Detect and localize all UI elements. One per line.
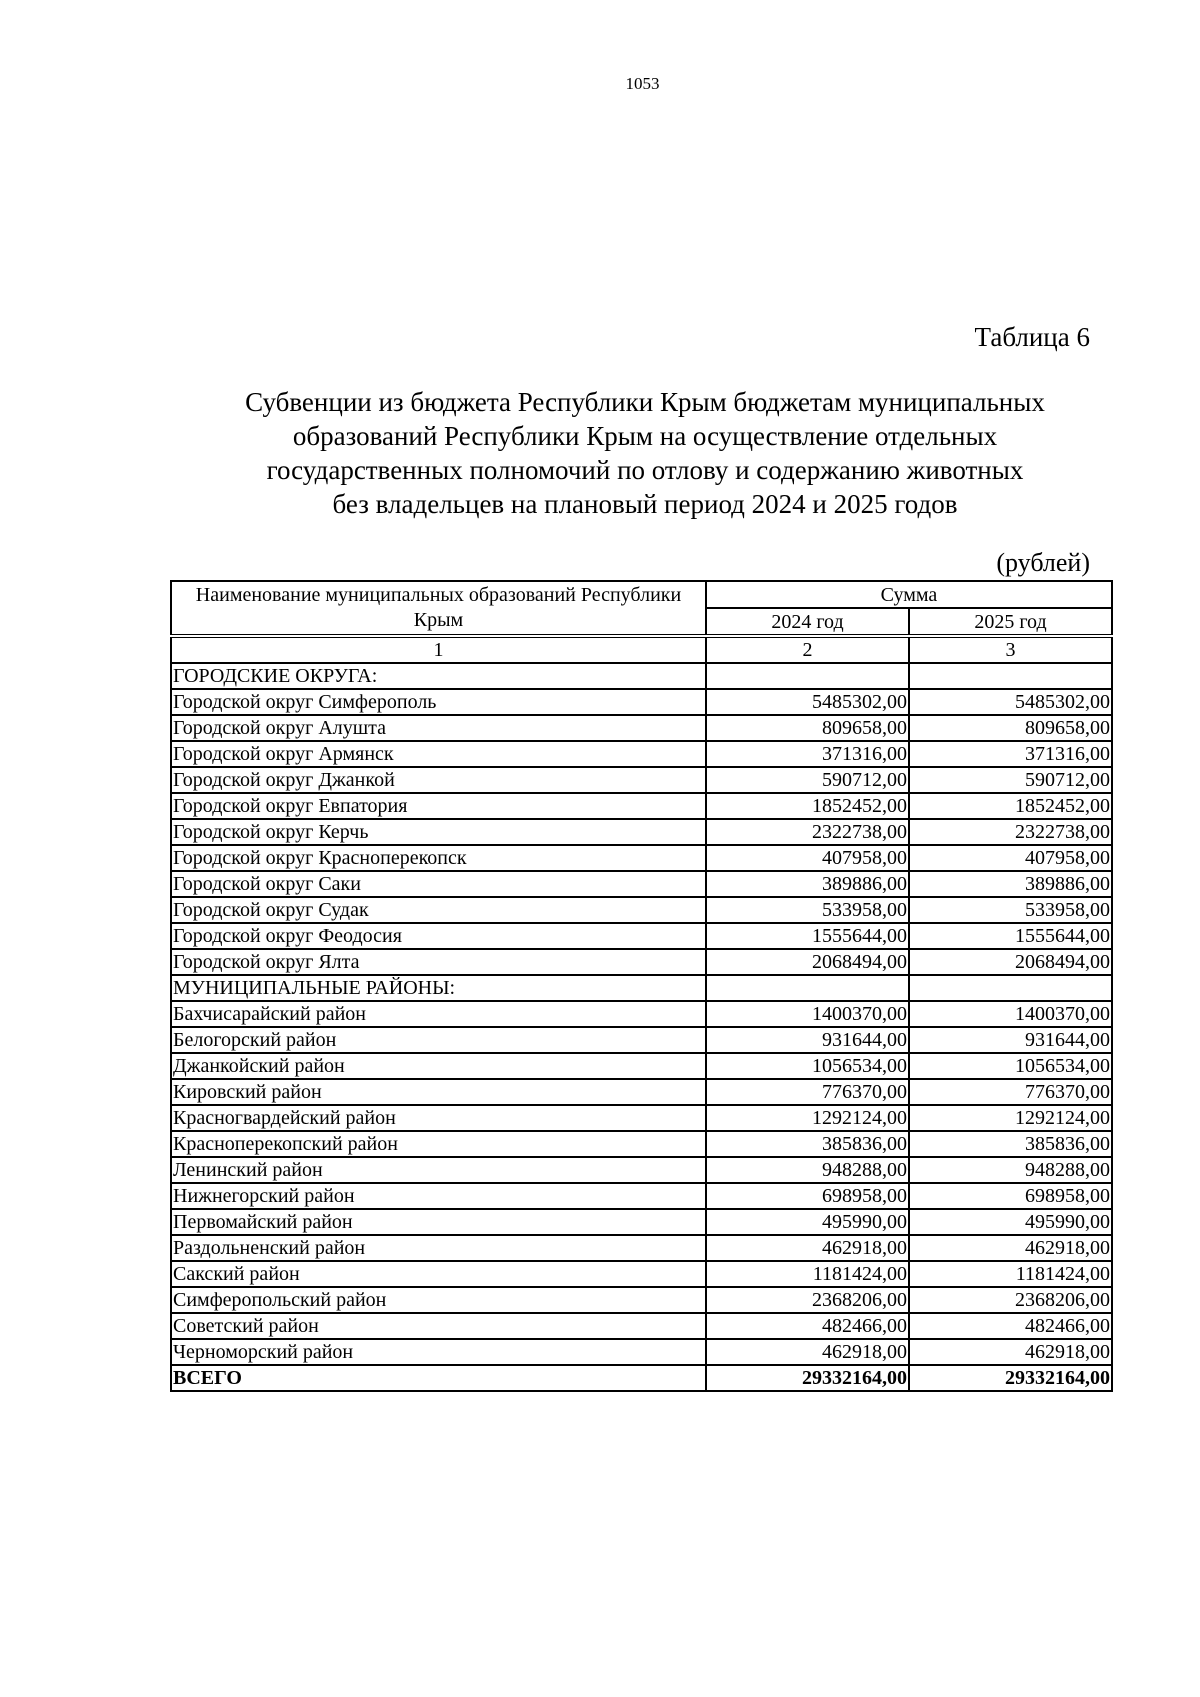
- row-name: Нижнегорский район: [171, 1183, 706, 1209]
- total-2025: 29332164,00: [909, 1365, 1112, 1391]
- row-value-2025: 1852452,00: [909, 793, 1112, 819]
- total-2024: 29332164,00: [706, 1365, 909, 1391]
- row-value-2024: 2368206,00: [706, 1287, 909, 1313]
- header-name-column: Наименование муниципальных образований Республики Крым: [171, 581, 706, 636]
- row-name: Городской округ Симферополь: [171, 689, 706, 715]
- row-value-2024: 389886,00: [706, 871, 909, 897]
- row-value-2024: 1292124,00: [706, 1105, 909, 1131]
- header-year-2025: 2025 год: [909, 608, 1112, 636]
- row-name: Первомайский район: [171, 1209, 706, 1235]
- table-row: [171, 975, 1112, 1001]
- row-value-2025: 1400370,00: [909, 1001, 1112, 1027]
- table-row: [171, 897, 1112, 923]
- table-row: [171, 793, 1112, 819]
- row-value-2024: 407958,00: [706, 845, 909, 871]
- row-name: Ленинский район: [171, 1157, 706, 1183]
- row-value-2025: 495990,00: [909, 1209, 1112, 1235]
- row-name: Городской округ Красноперекопск: [171, 845, 706, 871]
- table-row: [171, 663, 1112, 689]
- table-row: [171, 715, 1112, 741]
- row-value-2024: 1400370,00: [706, 1001, 909, 1027]
- row-value-2025: 2368206,00: [909, 1287, 1112, 1313]
- row-name: Белогорский район: [171, 1027, 706, 1053]
- row-value-2024: 462918,00: [706, 1235, 909, 1261]
- row-value-2025: 1292124,00: [909, 1105, 1112, 1131]
- row-value-2024: 385836,00: [706, 1131, 909, 1157]
- table-row: [171, 1105, 1112, 1131]
- row-value-2024: 462918,00: [706, 1339, 909, 1365]
- row-name: Бахчисарайский район: [171, 1001, 706, 1027]
- table-row: [171, 871, 1112, 897]
- row-value-2024: 2068494,00: [706, 949, 909, 975]
- row-name: Красноперекопский район: [171, 1131, 706, 1157]
- row-name: Кировский район: [171, 1079, 706, 1105]
- row-name: Городской округ Евпатория: [171, 793, 706, 819]
- row-name: Красногвардейский район: [171, 1105, 706, 1131]
- table-row: [171, 1027, 1112, 1053]
- header-year-2024: 2024 год: [706, 608, 909, 636]
- row-value-2024: 533958,00: [706, 897, 909, 923]
- column-number-3: 3: [909, 636, 1112, 663]
- row-value-2025: 389886,00: [909, 871, 1112, 897]
- row-name: Городской округ Саки: [171, 871, 706, 897]
- row-name: Сакский район: [171, 1261, 706, 1287]
- table-row: [171, 1183, 1112, 1209]
- document-title: Субвенции из бюджета Республики Крым бюджетам муниципальных образований Республики Крым на осуществление отдельных государственных полномочий по отлову и содержанию животных без владельцев на плановый период 2024 и 2025 годов: [245, 387, 1045, 519]
- row-name: Городской округ Армянск: [171, 741, 706, 767]
- row-value-2025: 371316,00: [909, 741, 1112, 767]
- row-value-2024: 371316,00: [706, 741, 909, 767]
- row-value-2024: 495990,00: [706, 1209, 909, 1235]
- table-row: [171, 1157, 1112, 1183]
- row-value-2025: 1056534,00: [909, 1053, 1112, 1079]
- table-row: [171, 767, 1112, 793]
- row-value-2025: 1181424,00: [909, 1261, 1112, 1287]
- row-name: ГОРОДСКИЕ ОКРУГА:: [171, 663, 706, 689]
- row-value-2025: 698958,00: [909, 1183, 1112, 1209]
- table-row: [171, 1235, 1112, 1261]
- row-value-2025: 590712,00: [909, 767, 1112, 793]
- row-value-2025: 931644,00: [909, 1027, 1112, 1053]
- row-value-2024: 809658,00: [706, 715, 909, 741]
- row-name: Городской округ Керчь: [171, 819, 706, 845]
- row-name: Советский район: [171, 1313, 706, 1339]
- table-row: [171, 1079, 1112, 1105]
- row-value-2025: 948288,00: [909, 1157, 1112, 1183]
- row-value-2025: 2068494,00: [909, 949, 1112, 975]
- row-value-2024: 1555644,00: [706, 923, 909, 949]
- row-value-2024: 1181424,00: [706, 1261, 909, 1287]
- table-row: [171, 1209, 1112, 1235]
- row-value-2025: 407958,00: [909, 845, 1112, 871]
- table-row: [171, 1001, 1112, 1027]
- total-label: ВСЕГО: [171, 1365, 706, 1391]
- row-value-2025: 385836,00: [909, 1131, 1112, 1157]
- row-value-2024: 948288,00: [706, 1157, 909, 1183]
- row-name: Городской округ Ялта: [171, 949, 706, 975]
- table-row: [171, 845, 1112, 871]
- table-row: [171, 819, 1112, 845]
- row-name: Городской округ Джанкой: [171, 767, 706, 793]
- row-value-2024: 2322738,00: [706, 819, 909, 845]
- column-number-2: 2: [706, 636, 909, 663]
- row-name: МУНИЦИПАЛЬНЫЕ РАЙОНЫ:: [171, 975, 706, 1001]
- row-value-2025: 2322738,00: [909, 819, 1112, 845]
- row-name: Черноморский район: [171, 1339, 706, 1365]
- row-value-2024: 482466,00: [706, 1313, 909, 1339]
- row-name: Джанкойский район: [171, 1053, 706, 1079]
- table-row: [171, 1261, 1112, 1287]
- row-value-2025: [909, 975, 1112, 1001]
- row-name: Городской округ Судак: [171, 897, 706, 923]
- row-value-2025: 776370,00: [909, 1079, 1112, 1105]
- table-row: [171, 1131, 1112, 1157]
- table-row: [171, 923, 1112, 949]
- page-number: 1053: [625, 74, 660, 93]
- row-value-2024: 1852452,00: [706, 793, 909, 819]
- table-row: [171, 949, 1112, 975]
- table-row: [171, 741, 1112, 767]
- row-value-2024: 931644,00: [706, 1027, 909, 1053]
- table-body: [171, 663, 1112, 1365]
- header-sum: Сумма: [706, 581, 1112, 608]
- row-value-2024: 776370,00: [706, 1079, 909, 1105]
- column-number-1: 1: [171, 636, 706, 663]
- row-value-2025: 5485302,00: [909, 689, 1112, 715]
- total-row: [171, 1365, 1112, 1391]
- row-value-2025: 1555644,00: [909, 923, 1112, 949]
- row-value-2024: 5485302,00: [706, 689, 909, 715]
- row-value-2025: 482466,00: [909, 1313, 1112, 1339]
- table-label: Таблица 6: [974, 322, 1090, 352]
- row-value-2025: 809658,00: [909, 715, 1112, 741]
- row-value-2024: 1056534,00: [706, 1053, 909, 1079]
- row-value-2025: 462918,00: [909, 1235, 1112, 1261]
- row-value-2024: 698958,00: [706, 1183, 909, 1209]
- row-value-2024: [706, 975, 909, 1001]
- units-label: (рублей): [996, 548, 1090, 577]
- table-row: [171, 1313, 1112, 1339]
- row-value-2024: [706, 663, 909, 689]
- row-name: Городской округ Феодосия: [171, 923, 706, 949]
- row-value-2025: 462918,00: [909, 1339, 1112, 1365]
- subventions-table: [170, 580, 1113, 1392]
- table-row: [171, 1339, 1112, 1365]
- row-value-2025: 533958,00: [909, 897, 1112, 923]
- row-name: Городской округ Алушта: [171, 715, 706, 741]
- row-name: Симферопольский район: [171, 1287, 706, 1313]
- table-row: [171, 689, 1112, 715]
- table-row: [171, 1053, 1112, 1079]
- table-row: [171, 1287, 1112, 1313]
- row-value-2025: [909, 663, 1112, 689]
- row-name: Раздольненский район: [171, 1235, 706, 1261]
- row-value-2024: 590712,00: [706, 767, 909, 793]
